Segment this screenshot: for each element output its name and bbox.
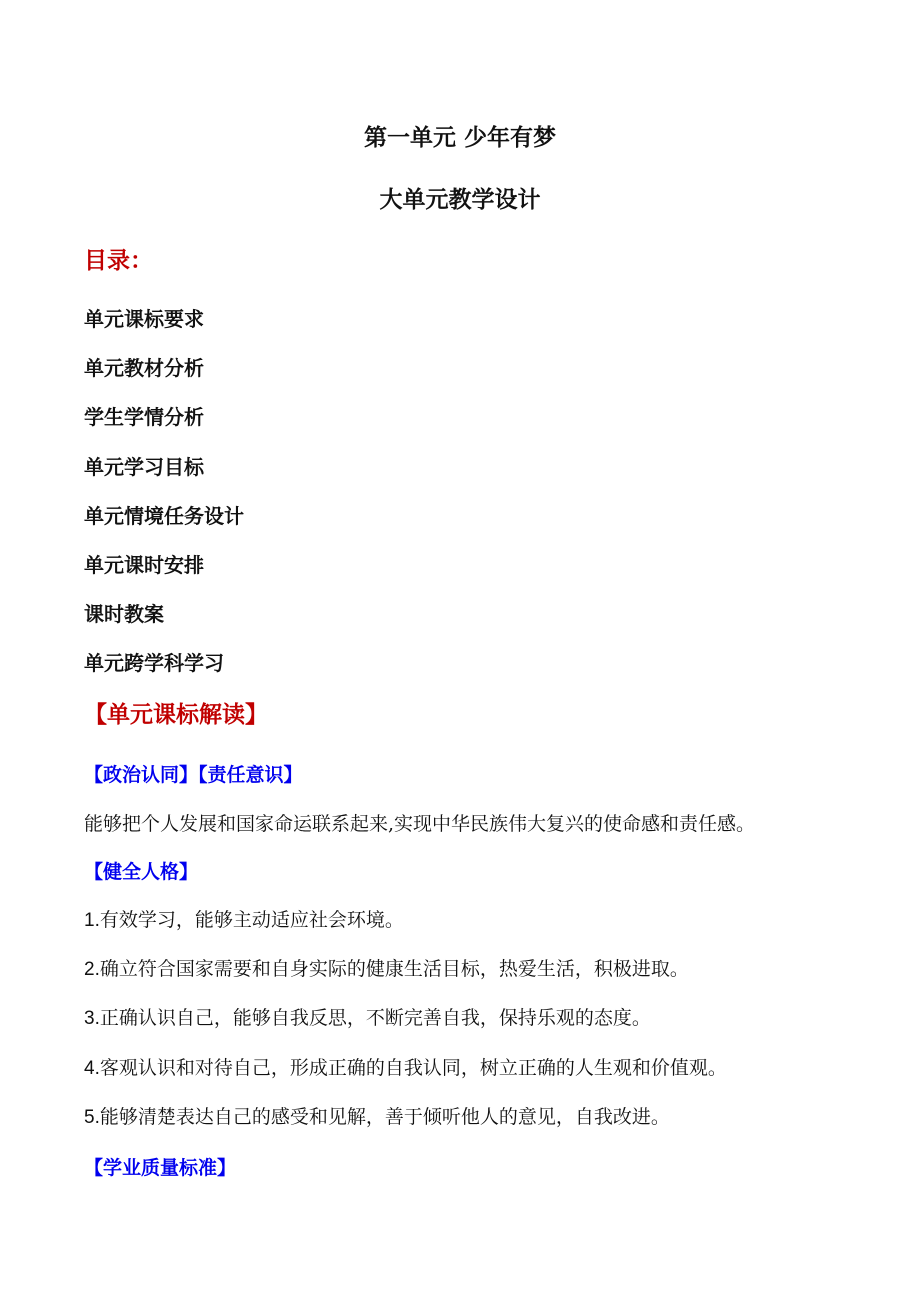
list-item <box>84 1054 727 1103</box>
toc-item: 课时教案 <box>84 602 164 627</box>
toc-item: 单元情境任务设计 <box>84 503 244 528</box>
toc-item: 单元教材分析 <box>84 356 204 381</box>
quality-standard-tag: 【学业质量标准】 <box>84 1157 237 1179</box>
item-text: 有效学习，能够主动适应社会环境。 <box>99 909 404 931</box>
item-text: 正确认识自己，能够自我反思，不断完善自我，保持乐观的态度。 <box>99 1007 651 1030</box>
item-text: 客观认识和对待自己，形成正确的自我认同，树立正确的人生观和价值观。 <box>99 1056 727 1079</box>
item-number: 2. <box>84 959 100 981</box>
item-number: 4. <box>84 1057 100 1079</box>
list-item <box>84 955 727 1004</box>
toc-item: 单元课标要求 <box>84 307 204 331</box>
list-item <box>84 1103 727 1152</box>
toc-heading: 目录： <box>84 248 153 274</box>
list-item <box>84 1004 727 1053</box>
toc-item: 单元跨学科学习 <box>84 651 224 676</box>
personality-tag: 【健全人格】 <box>84 861 199 883</box>
toc-item: 学生学情分析 <box>84 405 204 430</box>
document-subtitle: 大单元教学设计 <box>379 187 541 213</box>
section-heading: 【单元课标解读】 <box>84 702 268 728</box>
item-number: 1. <box>84 910 100 931</box>
list-item <box>84 906 727 955</box>
political-tags: 【政治认同】【责任意识】 <box>84 764 303 786</box>
document-title: 第一单元 少年有梦 <box>363 125 556 151</box>
item-text: 确立符合国家需要和自身实际的健康生活目标，热爱生活，积极进取。 <box>99 958 689 981</box>
table-of-contents <box>84 305 244 699</box>
item-number: 3. <box>84 1008 100 1030</box>
item-text: 能够清楚表达自己的感受和见解，善于倾听他人的意见，自我改进。 <box>99 1105 670 1128</box>
item-number: 5. <box>84 1106 100 1128</box>
toc-item: 单元学习目标 <box>84 454 204 479</box>
personality-list <box>84 906 727 1152</box>
toc-item: 单元课时安排 <box>84 552 204 577</box>
political-text: 能够把个人发展和国家命运联系起来,实现中华民族伟大复兴的使命感和责任感。 <box>84 813 756 835</box>
